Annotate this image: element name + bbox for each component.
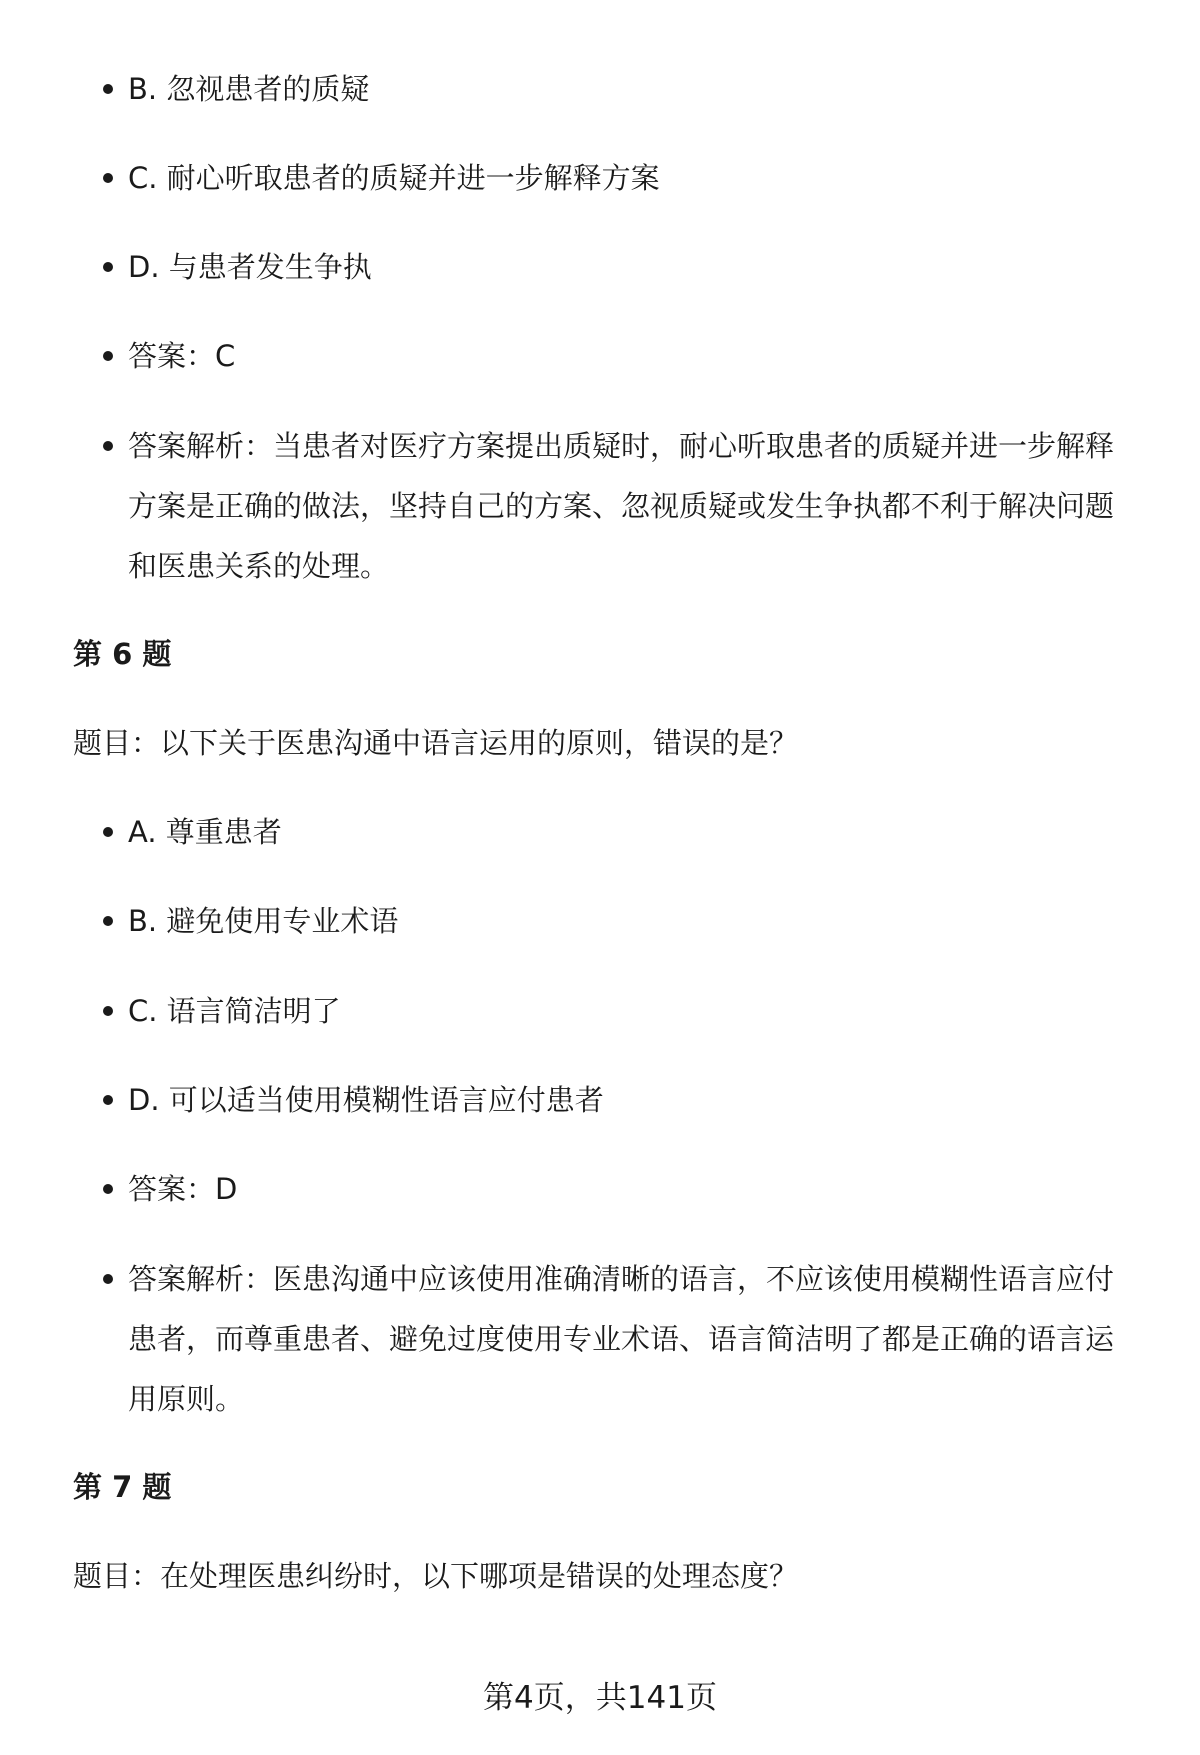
page-number: 第4页，共141页 bbox=[483, 1680, 717, 1716]
option-text: C. 语言简洁明了 bbox=[128, 994, 341, 1028]
bullet-icon bbox=[103, 441, 113, 451]
explanation-text: 答案解析：当患者对医疗方案提出质疑时，耐心听取患者的质疑并进一步解释方案是正确的做法，坚持自己的方案、忽视质疑或发生争执都不利于解决问题和医患关系的处理。 bbox=[128, 429, 1115, 583]
option-c bbox=[128, 981, 1140, 1041]
bullet-icon bbox=[103, 1095, 113, 1105]
question-heading: 第 7 题 bbox=[73, 1470, 172, 1504]
explanation-text: 答案解析：医患沟通中应该使用准确清晰的语言，不应该使用模糊性语言应付患者，而尊重患者、避免过度使用专业术语、语言简洁明了都是正确的语言运用原则。 bbox=[128, 1262, 1115, 1416]
bullet-icon bbox=[103, 827, 113, 837]
question-heading: 第 6 题 bbox=[73, 637, 172, 671]
answer-explanation bbox=[128, 1249, 1140, 1429]
answer-text: 答案：D bbox=[128, 1172, 238, 1206]
bullet-icon bbox=[103, 262, 113, 272]
answer-explanation bbox=[128, 416, 1140, 596]
option-c bbox=[128, 148, 1140, 208]
answer-text: 答案：C bbox=[128, 339, 236, 373]
bullet-icon bbox=[103, 1006, 113, 1016]
option-text: D. 可以适当使用模糊性语言应付患者 bbox=[128, 1083, 604, 1117]
answer bbox=[128, 326, 1140, 386]
answer bbox=[128, 1159, 1140, 1219]
question-text: 题目：在处理医患纠纷时，以下哪项是错误的处理态度？ bbox=[73, 1559, 799, 1593]
option-b bbox=[128, 891, 1140, 951]
option-d bbox=[128, 1070, 1140, 1130]
bullet-icon bbox=[103, 1274, 113, 1284]
option-d bbox=[128, 237, 1140, 297]
option-text: A. 尊重患者 bbox=[128, 815, 282, 849]
bullet-icon bbox=[103, 84, 113, 94]
bullet-icon bbox=[103, 351, 113, 361]
option-text: B. 忽视患者的质疑 bbox=[128, 72, 370, 106]
option-a bbox=[128, 802, 1140, 862]
bullet-icon bbox=[103, 916, 113, 926]
option-text: B. 避免使用专业术语 bbox=[128, 904, 399, 938]
bullet-icon bbox=[103, 1184, 113, 1194]
bullet-icon bbox=[103, 173, 113, 183]
option-text: C. 耐心听取患者的质疑并进一步解释方案 bbox=[128, 161, 660, 195]
option-b bbox=[128, 59, 1140, 119]
option-text: D. 与患者发生争执 bbox=[128, 250, 372, 284]
question-text: 题目：以下关于医患沟通中语言运用的原则，错误的是？ bbox=[73, 726, 799, 760]
